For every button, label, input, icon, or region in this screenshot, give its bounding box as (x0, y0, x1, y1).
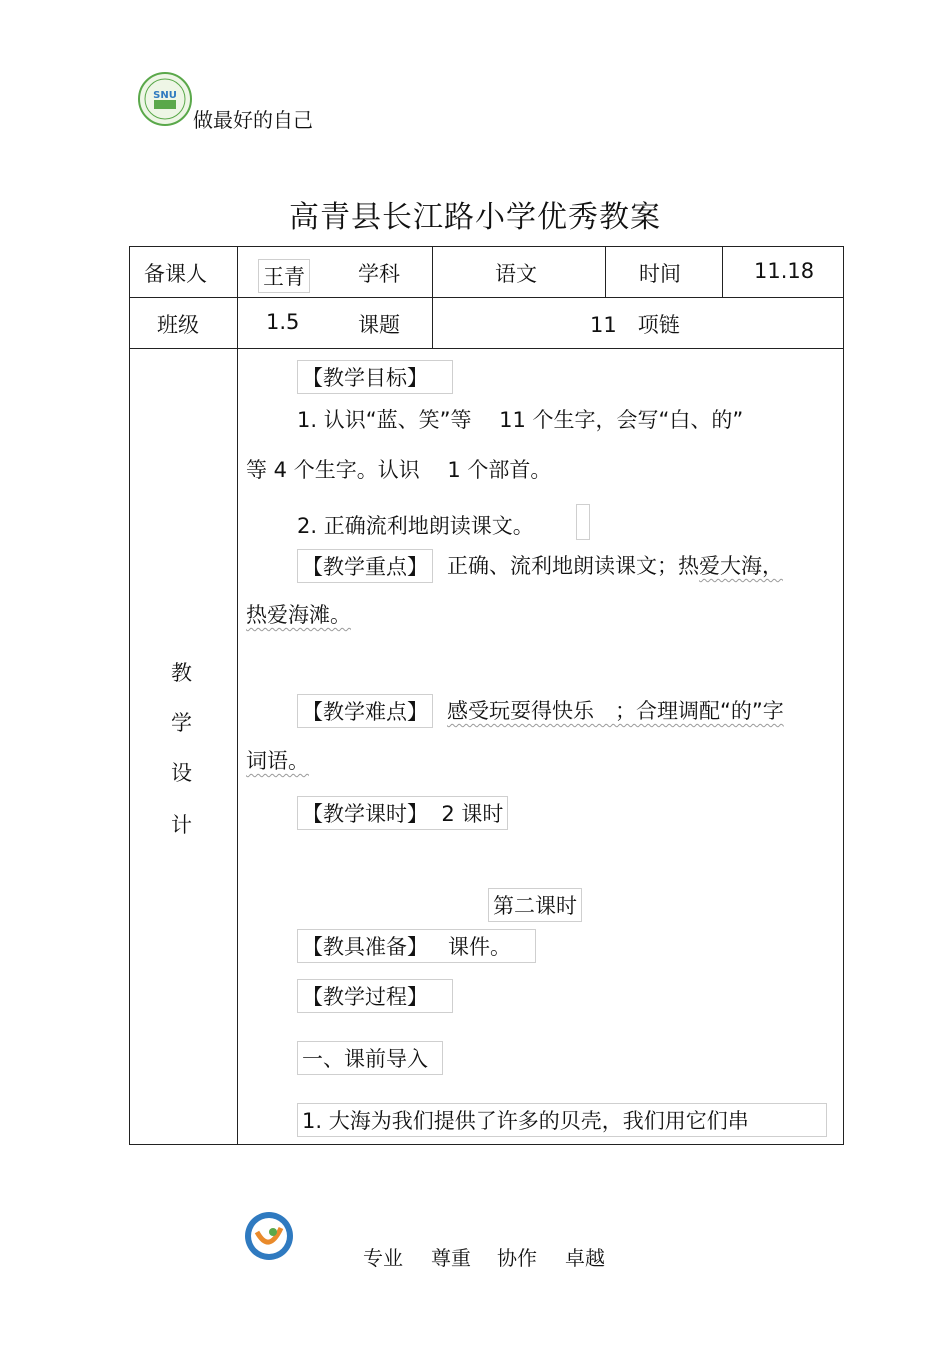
column-divider (605, 247, 606, 297)
school-logo-icon (137, 71, 193, 127)
subject-label: 学科 (358, 262, 400, 286)
side-label-char: 设 (171, 761, 192, 785)
subject-value: 语文 (495, 262, 537, 286)
key-text-part: 爱大海， (699, 554, 783, 578)
footer-value: 专业 (363, 1246, 403, 1270)
logo-text: SNU (153, 90, 177, 101)
period-heading: 第二课时 (488, 888, 582, 922)
key-text-part: 正确、流利地朗读课文；热 (447, 554, 699, 578)
side-label-char: 学 (171, 711, 192, 735)
motto: 做最好的自己 (193, 108, 313, 132)
footer-value: 卓越 (565, 1246, 605, 1270)
side-label-char: 计 (171, 813, 192, 837)
goal-line: 1. 认识“蓝、笑”等 11 个生字，会写“白、的” (297, 408, 744, 432)
tools-value: 课件。 (448, 935, 512, 959)
hours-value: 2 课时 (441, 802, 504, 826)
key-heading: 【教学重点】 (297, 549, 433, 583)
column-divider (237, 247, 238, 1144)
footer-value: 协作 (497, 1246, 537, 1270)
class-value: 1.5 (266, 310, 300, 334)
key-text-continued: 热爱海滩。 (246, 603, 351, 627)
goal-line: 等 4 个生字。认识 1 个部首。 (246, 458, 552, 482)
preparer-value: 王青 (258, 259, 310, 293)
topic-value: 11 项链 (590, 313, 680, 337)
goal-line: 2. 正确流利地朗读课文。 (297, 514, 534, 538)
difficulty-text: 感受玩耍得快乐 ；合理调配“的”字 (447, 699, 784, 723)
tools-heading: 【教具准备】 (302, 935, 428, 959)
text-cursor-box (576, 504, 590, 540)
footer-value: 尊重 (431, 1246, 471, 1270)
column-divider (432, 247, 433, 348)
difficulty-text-continued: 词语。 (246, 749, 309, 773)
time-value: 11.18 (754, 259, 815, 283)
tools-box (297, 929, 536, 963)
class-label: 班级 (157, 313, 199, 337)
document-title: 高青县长江路小学优秀教案 (289, 200, 661, 235)
column-divider (722, 247, 723, 297)
preparer-label: 备课人 (144, 262, 207, 286)
hours-box (297, 796, 508, 830)
footer-logo-icon (243, 1210, 295, 1262)
process-heading: 【教学过程】 (297, 979, 453, 1013)
difficulty-heading: 【教学难点】 (297, 694, 433, 728)
process-step: 一、课前导入 (297, 1041, 443, 1075)
process-substep: 1. 大海为我们提供了许多的贝壳，我们用它们串 (297, 1103, 827, 1137)
key-text (447, 550, 783, 580)
goal-heading: 【教学目标】 (297, 360, 453, 394)
time-label: 时间 (639, 262, 681, 286)
side-label-char: 教 (171, 661, 192, 685)
topic-label: 课题 (358, 313, 400, 337)
hours-heading: 【教学课时】 (302, 802, 428, 826)
lesson-plan-table (129, 246, 844, 1145)
